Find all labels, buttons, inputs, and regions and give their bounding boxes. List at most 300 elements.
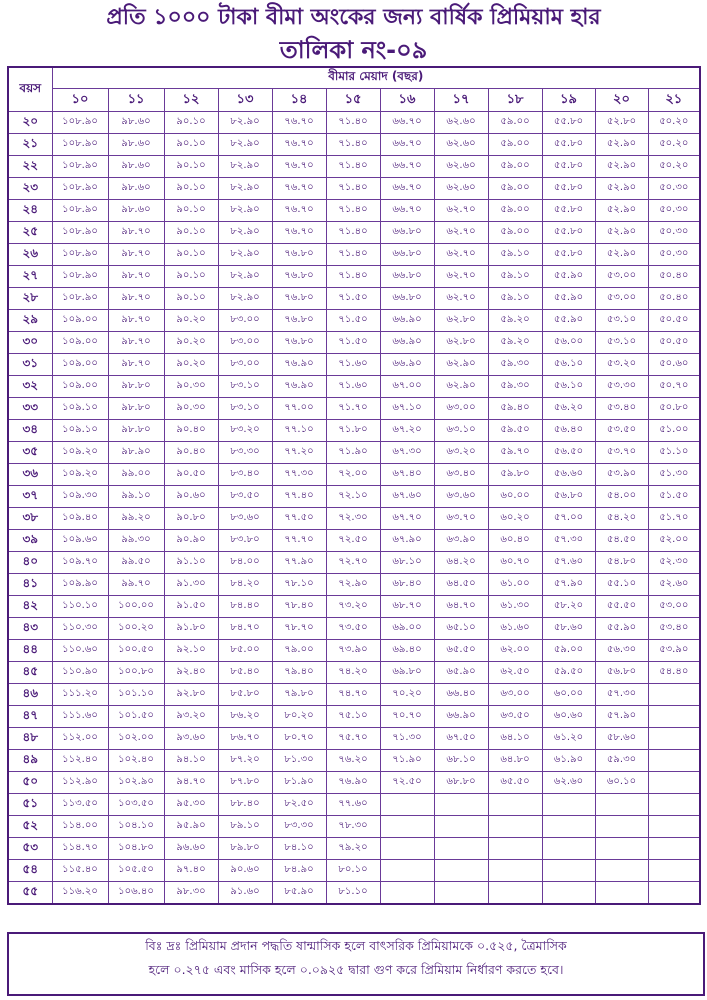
rate-cell: ৭৭.৩০ [272,464,326,486]
rate-cell: ৬১.৯০ [542,750,595,772]
rate-cell: ৬২.৭০ [434,222,488,244]
rate-cell: ১০৮.৯০ [52,134,108,156]
rate-cell: ৫৯.৪০ [488,398,542,420]
rate-cell: ৫৬.৮০ [595,662,648,684]
rate-cell: ৮২.৯০ [218,178,272,200]
rate-cell: ৮১.৩০ [272,750,326,772]
age-cell: ২০ [8,112,52,134]
rate-cell: ৫৭.৯০ [542,574,595,596]
rate-cell: ৫০.৮০ [648,398,700,420]
rate-cell: ৭৫.৭০ [326,728,380,750]
rate-cell [595,860,648,882]
table-row [8,838,700,860]
term-header-cell: ১২ [164,89,218,112]
rate-cell: ৯১.৬০ [218,882,272,905]
rate-cell: ৭৪.৭০ [326,684,380,706]
table-row [8,816,700,838]
rate-cell [434,794,488,816]
table-row [8,354,700,376]
rate-cell: ৫৩.৫০ [595,420,648,442]
rate-cell: ৯৮.৭০ [108,332,164,354]
rate-cell: ৭১.৫০ [326,288,380,310]
term-header-cell: ১৩ [218,89,272,112]
rate-cell: ৫০.৩০ [648,222,700,244]
rate-cell: ৭১.৮০ [326,420,380,442]
age-cell: ২৪ [8,200,52,222]
rate-cell: ৫০.৪০ [648,288,700,310]
rate-cell: ৮৬.২০ [218,706,272,728]
rate-cell: ১০৯.২০ [52,442,108,464]
rate-cell: ৮২.৯০ [218,244,272,266]
rate-cell: ৭২.০০ [326,464,380,486]
rate-cell: ৮৩.৩০ [272,816,326,838]
rate-cell: ৯৯.০০ [108,464,164,486]
rate-cell: ৭৩.৫০ [326,618,380,640]
rate-cell: ৯৩.২০ [164,706,218,728]
age-cell: ৪৩ [8,618,52,640]
rate-cell: ৬২.৫০ [488,662,542,684]
rate-cell: ৯০.১০ [164,244,218,266]
rate-cell: ৬৪.৭০ [434,596,488,618]
table-number: তালিকা নং-০৯ [279,36,428,64]
rate-cell: ৮৩.২০ [218,420,272,442]
rate-cell: ৬৩.০০ [434,398,488,420]
rate-cell: ১১৩.৫০ [52,794,108,816]
rate-cell: ১০৮.৯০ [52,288,108,310]
table-row [8,134,700,156]
rate-cell: ৭২.৯০ [326,574,380,596]
rate-cell: ৭৬.৭০ [272,156,326,178]
rate-cell: ৭৯.৪০ [272,662,326,684]
rate-cell: ৫০.৭০ [648,376,700,398]
rate-cell: ৯১.৫০ [164,596,218,618]
age-cell: ৫৪ [8,860,52,882]
rate-cell: ৫৫.৮০ [542,222,595,244]
table-row [8,508,700,530]
rate-cell: ৯৮.৭০ [108,266,164,288]
rate-cell [648,860,700,882]
rate-cell: ৯২.৮০ [164,684,218,706]
rate-cell: ৬৬.৯০ [380,332,434,354]
rate-cell: ৫৫.৯০ [542,288,595,310]
rate-cell [595,838,648,860]
rate-cell: ৭১.৪০ [326,134,380,156]
rate-cell: ১১০.৯০ [52,662,108,684]
rate-cell: ৬২.৮০ [434,310,488,332]
rate-cell: ৬৬.৭০ [380,200,434,222]
rate-cell: ৫৬.২০ [542,398,595,420]
age-cell: ২৭ [8,266,52,288]
rate-cell: ৫০.৩০ [648,244,700,266]
rate-cell: ৯১.৮০ [164,618,218,640]
rate-cell: ৫৯.০০ [488,156,542,178]
age-cell: ৪৪ [8,640,52,662]
rate-cell: ৮৭.৮০ [218,772,272,794]
rate-cell: ৭১.৪০ [326,222,380,244]
rate-cell: ৯১.৩০ [164,574,218,596]
rate-cell [542,816,595,838]
rate-cell: ৯৪.৭০ [164,772,218,794]
rate-cell: ৫৭.০০ [542,508,595,530]
rate-cell [434,882,488,905]
rate-cell: ৫৯.২০ [488,332,542,354]
table-row [8,420,700,442]
rate-cell: ৯০.৪০ [164,442,218,464]
rate-table-body [8,112,700,905]
rate-cell: ৬৪.৫০ [434,574,488,596]
rate-cell: ৭১.৪০ [326,112,380,134]
rate-cell: ৫০.৬০ [648,354,700,376]
age-cell: ৩৯ [8,530,52,552]
rate-cell: ৬৫.১০ [434,618,488,640]
rate-cell: ১০৯.১০ [52,398,108,420]
rate-cell: ৯০.১০ [164,266,218,288]
rate-cell: ৬২.৬০ [434,112,488,134]
age-cell: ৪৬ [8,684,52,706]
rate-cell: ৬২.০০ [488,640,542,662]
rate-cell: ৬৩.০০ [488,684,542,706]
rate-cell: ৫১.৭০ [648,508,700,530]
rate-cell: ৯৯.২০ [108,508,164,530]
rate-cell: ১০২.৯০ [108,772,164,794]
rate-cell [380,794,434,816]
rate-cell: ৯৭.৪০ [164,860,218,882]
rate-cell: ৭৭.১০ [272,420,326,442]
age-cell: ৪০ [8,552,52,574]
rate-cell: ১০৮.৯০ [52,156,108,178]
rate-cell: ৭১.৪০ [326,244,380,266]
rate-cell: ৬৫.৯০ [434,662,488,684]
rate-cell: ৯০.৩০ [164,376,218,398]
rate-cell [595,882,648,905]
rate-cell: ৫৯.৩০ [595,750,648,772]
rate-cell: ৮৪.৪০ [218,596,272,618]
table-row [8,200,700,222]
rate-cell: ৫২.৯০ [595,178,648,200]
table-row [8,860,700,882]
rate-cell: ৭৭.০০ [272,398,326,420]
rate-cell [542,838,595,860]
rate-cell: ৮০.২০ [272,706,326,728]
rate-cell: ৬০.২০ [488,508,542,530]
rate-cell: ৬০.৪০ [488,530,542,552]
rate-cell: ৯৯.৭০ [108,574,164,596]
rate-cell [648,882,700,905]
table-row [8,596,700,618]
rate-cell: ৬২.৯০ [434,376,488,398]
rate-cell: ৮৩.০০ [218,332,272,354]
rate-cell: ৭২.৫০ [326,530,380,552]
age-cell: ৩৩ [8,398,52,420]
rate-cell: ৬৬.৮০ [380,244,434,266]
rate-cell: ৯০.২০ [164,354,218,376]
rate-cell: ১০৪.১০ [108,816,164,838]
rate-cell: ৬৬.৮০ [380,222,434,244]
rate-cell: ৮৩.৪০ [218,464,272,486]
rate-cell: ৫২.০০ [648,530,700,552]
rate-cell [648,684,700,706]
rate-cell: ৯৮.৬০ [108,134,164,156]
rate-cell: ৬৭.২০ [380,420,434,442]
rate-cell: ৬৯.৮০ [380,662,434,684]
rate-cell [542,794,595,816]
age-cell: ৩০ [8,332,52,354]
rate-cell: ৮৩.১০ [218,398,272,420]
rate-cell [595,816,648,838]
rate-cell: ৭৬.৮০ [272,244,326,266]
age-cell: ২৮ [8,288,52,310]
rate-cell: ৫০.৪০ [648,266,700,288]
rate-cell: ৭৬.৭০ [272,222,326,244]
rate-cell: ৯০.১০ [164,156,218,178]
rate-cell: ৭৬.৮০ [272,288,326,310]
rate-cell: ৯৮.৬০ [108,112,164,134]
rate-cell: ১০১.১০ [108,684,164,706]
rate-cell: ৬৭.০০ [380,376,434,398]
rate-cell: ৬২.৭০ [434,288,488,310]
rate-cell: ৬৬.৮০ [380,266,434,288]
rate-cell: ৫১.৩০ [648,464,700,486]
rate-cell: ৯৮.৮০ [108,376,164,398]
rate-cell: ৭২.৩০ [326,508,380,530]
table-row [8,398,700,420]
rate-cell: ৬৬.৯০ [434,706,488,728]
rate-cell: ৭২.১০ [326,486,380,508]
rate-cell: ৭৮.৭০ [272,618,326,640]
rate-cell: ৮৩.০০ [218,310,272,332]
rate-cell: ৭৭.৬০ [326,794,380,816]
rate-cell: ৫৯.৫০ [542,662,595,684]
age-cell: ৪৭ [8,706,52,728]
rate-cell: ৫৪.৪০ [648,662,700,684]
rate-cell: ৯৮.৭০ [108,288,164,310]
table-row [8,310,700,332]
rate-cell: ৮৩.৮০ [218,530,272,552]
rate-cell: ৫০.২০ [648,156,700,178]
rate-cell: ৫৫.৮০ [542,200,595,222]
rate-cell: ৯০.২০ [164,310,218,332]
rate-cell: ৭২.৫০ [380,772,434,794]
rate-cell: ৫৩.৯০ [595,464,648,486]
rate-cell: ৬৪.৮০ [488,750,542,772]
rate-cell: ৫৪.২০ [595,508,648,530]
rate-cell [648,750,700,772]
rate-cell: ৯২.১০ [164,640,218,662]
rate-cell [380,882,434,905]
rate-cell: ১০৮.৯০ [52,178,108,200]
rate-cell: ৮৭.২০ [218,750,272,772]
age-cell: ৪৮ [8,728,52,750]
rate-cell: ৭৯.০০ [272,640,326,662]
rate-cell [595,794,648,816]
term-header-cell: ২০ [595,89,648,112]
age-cell: ৩৪ [8,420,52,442]
rate-cell: ৮২.৯০ [218,266,272,288]
rate-cell: ১১২.০০ [52,728,108,750]
rate-cell: ৫৯.৩০ [488,354,542,376]
rate-cell: ১০০.০০ [108,596,164,618]
rate-cell: ৬২.৯০ [434,354,488,376]
rate-cell: ৫৯.০০ [488,222,542,244]
rate-cell: ৬৭.৬০ [380,486,434,508]
rate-cell: ১০০.২০ [108,618,164,640]
term-header-cell: ১৪ [272,89,326,112]
rate-cell: ৫২.৩০ [648,552,700,574]
rate-cell: ৬০.০০ [542,684,595,706]
rate-cell [488,816,542,838]
rate-cell: ৯৬.৬০ [164,838,218,860]
rate-cell [648,794,700,816]
rate-cell [488,838,542,860]
rate-cell: ৫৯.০০ [542,640,595,662]
rate-cell: ৯০.৫০ [164,464,218,486]
rate-cell: ৯৮.৬০ [108,178,164,200]
rate-cell: ৫০.৫০ [648,332,700,354]
term-header-cell: ১৯ [542,89,595,112]
rate-cell: ৭২.৭০ [326,552,380,574]
rate-cell: ৭৬.৭০ [272,178,326,200]
rate-cell: ৫৩.০০ [648,596,700,618]
table-row [8,618,700,640]
rate-cell: ৮৪.০০ [218,552,272,574]
term-header-cell: ১১ [108,89,164,112]
rate-cell: ৫৬.৬০ [542,464,595,486]
rate-cell [380,838,434,860]
rate-cell: ৫০.২০ [648,134,700,156]
rate-cell: ৫৬.৫০ [542,442,595,464]
rate-cell [380,816,434,838]
table-row [8,750,700,772]
rate-cell [434,816,488,838]
age-cell: ২৯ [8,310,52,332]
rate-cell: ৫৯.১০ [488,266,542,288]
rate-cell: ৯৯.৫০ [108,552,164,574]
rate-cell: ৫২.৬০ [648,574,700,596]
rate-cell: ৭০.৭০ [380,706,434,728]
rate-cell: ১০৮.৯০ [52,244,108,266]
rate-cell: ৯০.৬০ [218,860,272,882]
rate-cell: ১০৬.৪০ [108,882,164,905]
term-header-cell: ১৬ [380,89,434,112]
rate-cell: ৭৬.২০ [326,750,380,772]
rate-cell: ৮৩.৩০ [218,442,272,464]
rate-cell: ৬৭.৪০ [380,464,434,486]
rate-cell [648,772,700,794]
rate-cell: ১০৯.০০ [52,376,108,398]
rate-cell: ৫৯.৭০ [488,442,542,464]
rate-cell [380,860,434,882]
rate-cell: ৬৭.৭০ [380,508,434,530]
rate-cell: ১০১.৫০ [108,706,164,728]
rate-cell: ৫৬.১০ [542,376,595,398]
rate-cell: ৬৯.০০ [380,618,434,640]
rate-cell: ৫৮.৬০ [542,618,595,640]
rate-cell: ৭৭.৪০ [272,486,326,508]
rate-cell: ৫৩.০০ [595,288,648,310]
rate-cell: ৫৯.২০ [488,310,542,332]
rate-cell: ৬৩.৪০ [434,464,488,486]
rate-cell: ৯৮.৭০ [108,222,164,244]
rate-cell: ৮৯.১০ [218,816,272,838]
age-cell: ২১ [8,134,52,156]
rate-cell: ৮২.৯০ [218,288,272,310]
rate-cell: ১০৮.৯০ [52,112,108,134]
rate-cell: ১০৯.২০ [52,464,108,486]
rate-cell: ১০০.৫০ [108,640,164,662]
rate-cell: ৬৫.৫০ [434,640,488,662]
rate-cell: ৬৭.১০ [380,398,434,420]
rate-cell: ১০৯.০০ [52,354,108,376]
rate-cell: ১০৯.৩০ [52,486,108,508]
rate-cell: ৮২.৯০ [218,200,272,222]
rate-cell: ৫৬.৮০ [542,486,595,508]
rate-cell: ৭৬.৭০ [272,134,326,156]
rate-cell: ৬৩.৯০ [434,530,488,552]
table-row [8,662,700,684]
rate-cell: ৯০.৬০ [164,486,218,508]
age-cell: ৪৯ [8,750,52,772]
rate-cell: ৫৬.১০ [542,354,595,376]
rate-cell: ১০৯.৭০ [52,552,108,574]
rate-cell: ৫৫.৫০ [595,596,648,618]
rate-cell: ১০৮.৯০ [52,200,108,222]
rate-cell: ৬৮.১০ [434,750,488,772]
rate-cell: ৬১.৬০ [488,618,542,640]
rate-cell: ৭১.৭০ [326,398,380,420]
rate-cell: ৯৮.৭০ [108,354,164,376]
rate-cell: ৬৭.৩০ [380,442,434,464]
rate-cell: ১১৫.৪০ [52,860,108,882]
age-cell: ৩৬ [8,464,52,486]
rate-cell: ৭১.৩০ [380,728,434,750]
rate-cell: ১১২.৪০ [52,750,108,772]
rate-cell: ৫৯.০০ [488,200,542,222]
rate-cell: ১০০.৮০ [108,662,164,684]
table-row [8,244,700,266]
rate-cell: ৬০.০০ [488,486,542,508]
rate-cell: ৬২.৭০ [434,266,488,288]
age-cell: ৫২ [8,816,52,838]
rate-cell: ৬৬.৭০ [380,134,434,156]
rate-cell: ৫৯.১০ [488,244,542,266]
rate-cell: ৯০.৪০ [164,420,218,442]
rate-cell: ৯০.১০ [164,288,218,310]
rate-cell: ৫৩.৯০ [648,640,700,662]
rate-cell: ৮৪.১০ [272,838,326,860]
rate-cell: ৯৯.১০ [108,486,164,508]
table-row [8,772,700,794]
rate-cell: ৬৬.৭০ [380,112,434,134]
rate-cell: ৭৭.৫০ [272,508,326,530]
rate-cell: ৫৯.০০ [488,134,542,156]
rate-cell: ৫২.৯০ [595,200,648,222]
rate-cell: ৮৩.৫০ [218,486,272,508]
rate-cell: ৯০.১০ [164,112,218,134]
rate-cell: ৬৬.৯০ [380,354,434,376]
rate-cell: ৫৫.৯০ [595,618,648,640]
rate-cell: ৮৫.৯০ [272,882,326,905]
rate-cell: ৯০.২০ [164,332,218,354]
age-cell: ৩২ [8,376,52,398]
footnote-line-1: বিঃ দ্রঃ প্রিমিয়াম প্রদান পদ্ধতি ষান্মাসিক হলে বাৎসরিক প্রিমিয়ামকে ০.৫২৫, ত্রৈমাসিক [145,938,567,953]
rate-cell: ৯১.১০ [164,552,218,574]
age-cell: ২২ [8,156,52,178]
rate-cell: ৭৬.৭০ [272,112,326,134]
term-header-row [8,89,700,112]
rate-cell: ৬৭.৫০ [434,728,488,750]
rate-cell: ৫৬.৩০ [595,640,648,662]
rate-cell [434,860,488,882]
